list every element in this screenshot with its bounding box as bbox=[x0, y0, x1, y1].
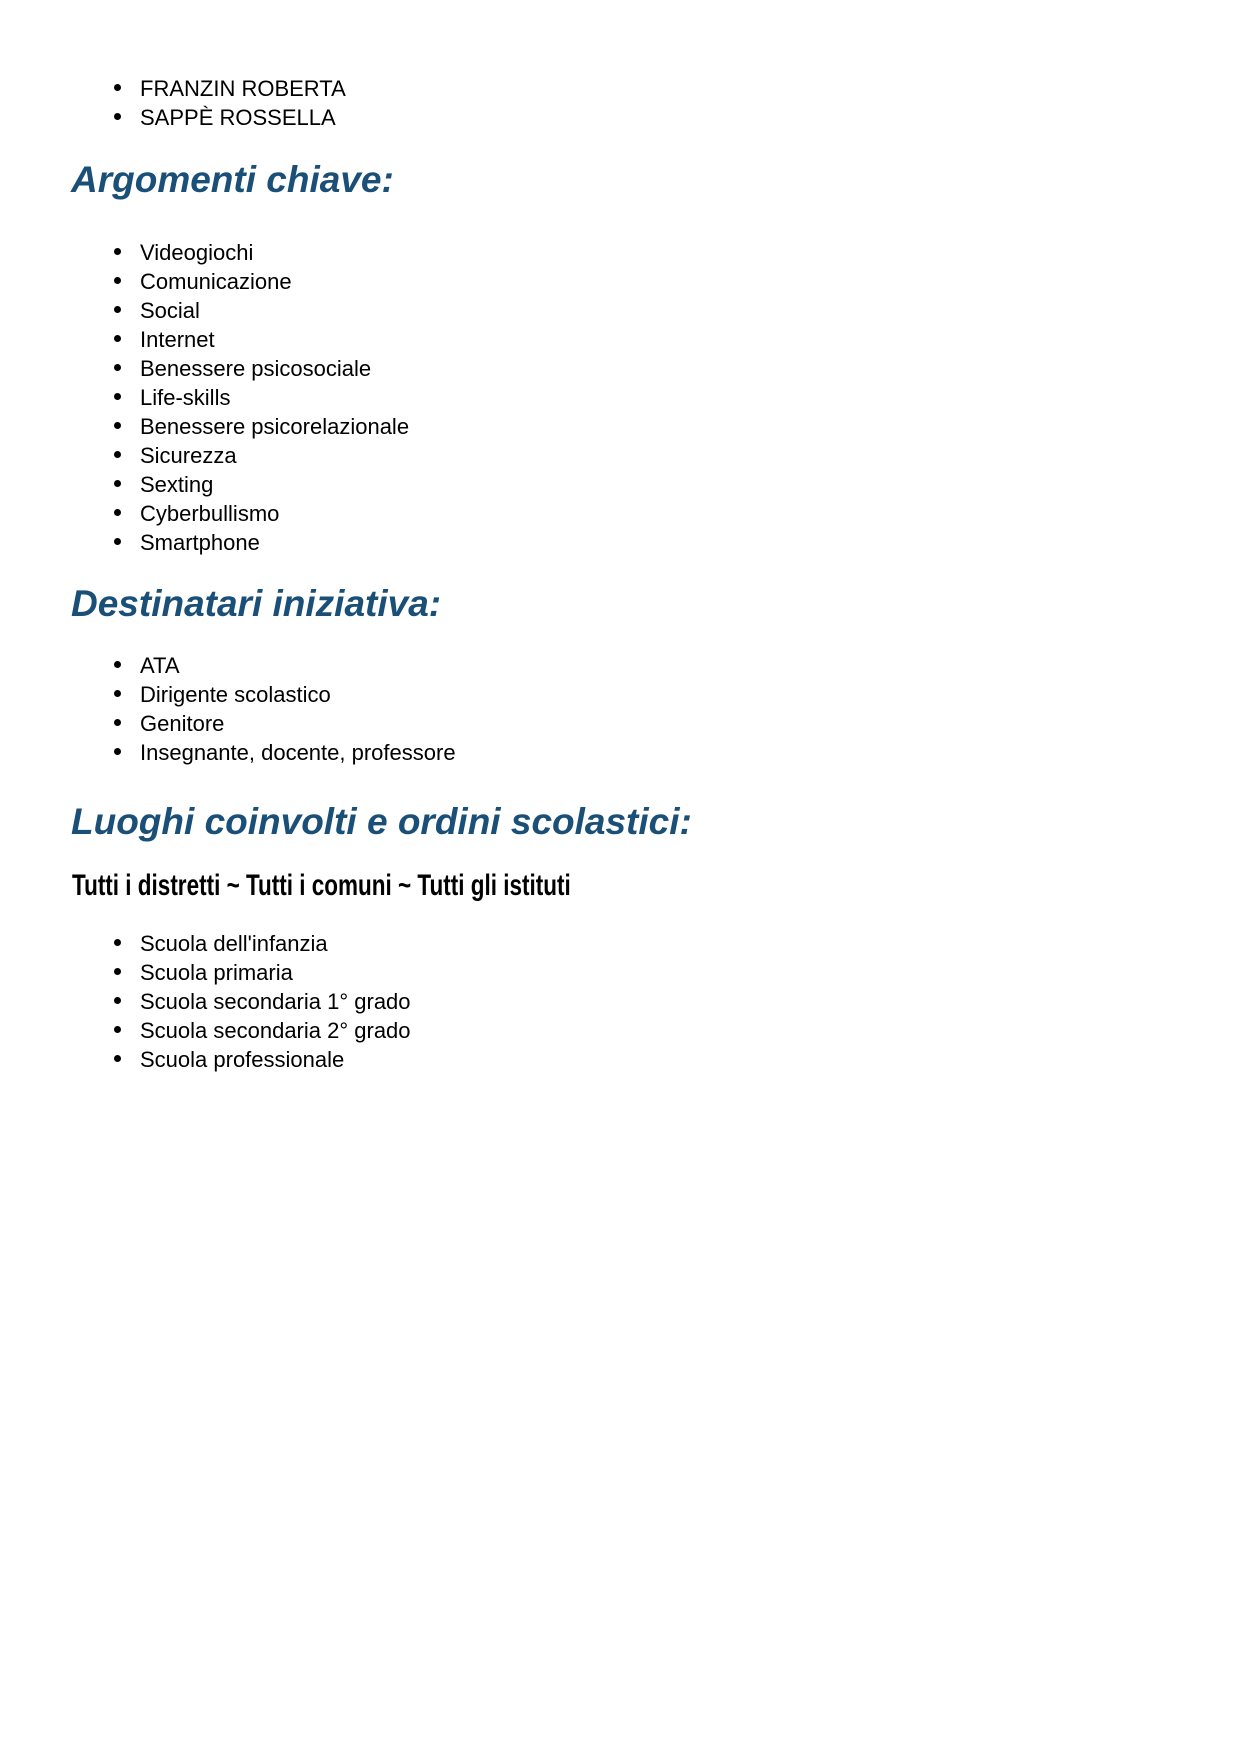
list-item bbox=[140, 1045, 1241, 1074]
list-item bbox=[140, 441, 1241, 470]
list-item-text: Benessere psicosociale bbox=[140, 356, 372, 381]
list-item-text: Videogiochi bbox=[140, 240, 254, 265]
list-item bbox=[140, 958, 1241, 987]
bullet-icon bbox=[114, 335, 121, 342]
bullet-icon bbox=[114, 422, 121, 429]
bullet-icon bbox=[114, 538, 121, 545]
authors-list bbox=[0, 74, 1241, 132]
list-item bbox=[140, 103, 1241, 132]
list-item-text: Scuola dell'infanzia bbox=[140, 931, 328, 956]
bullet-icon bbox=[114, 480, 121, 487]
locations-summary: Tutti i distretti ~ Tutti i comuni ~ Tutti gli istituti bbox=[72, 869, 571, 902]
section-heading-argomenti: Argomenti chiave: bbox=[71, 159, 394, 200]
list-item-text: Social bbox=[140, 298, 200, 323]
list-item bbox=[140, 238, 1241, 267]
bullet-icon bbox=[114, 939, 121, 946]
list-item bbox=[140, 528, 1241, 557]
list-item-text: Dirigente scolastico bbox=[140, 682, 331, 707]
list-item bbox=[140, 383, 1241, 412]
list-item-text: Scuola secondaria 1° grado bbox=[140, 989, 411, 1014]
list-item bbox=[140, 354, 1241, 383]
bullet-icon bbox=[114, 690, 121, 697]
bullet-icon bbox=[114, 968, 121, 975]
bullet-icon bbox=[114, 113, 121, 120]
list-item-text: Scuola primaria bbox=[140, 960, 293, 985]
list-item-text: SAPPÈ ROSSELLA bbox=[140, 105, 336, 130]
list-item bbox=[140, 738, 1241, 767]
list-item-text: Insegnante, docente, professore bbox=[140, 740, 456, 765]
bullet-icon bbox=[114, 748, 121, 755]
section-heading-destinatari: Destinatari iniziativa: bbox=[71, 583, 442, 624]
list-item bbox=[140, 651, 1241, 680]
list-item-text: Scuola secondaria 2° grado bbox=[140, 1018, 411, 1043]
bullet-icon bbox=[114, 719, 121, 726]
argomenti-list bbox=[0, 238, 1241, 557]
list-item-text: Comunicazione bbox=[140, 269, 292, 294]
bullet-icon bbox=[114, 393, 121, 400]
list-item bbox=[140, 412, 1241, 441]
bullet-icon bbox=[114, 84, 121, 91]
bullet-icon bbox=[114, 306, 121, 313]
list-item-text: Smartphone bbox=[140, 530, 260, 555]
list-item-text: Cyberbullismo bbox=[140, 501, 280, 526]
list-item-text: Sexting bbox=[140, 472, 214, 497]
bullet-icon bbox=[114, 997, 121, 1004]
list-item bbox=[140, 470, 1241, 499]
list-item-text: Scuola professionale bbox=[140, 1047, 345, 1072]
list-item bbox=[140, 296, 1241, 325]
bullet-icon bbox=[114, 248, 121, 255]
list-item bbox=[140, 929, 1241, 958]
scuole-list bbox=[0, 929, 1241, 1074]
list-item bbox=[140, 987, 1241, 1016]
bullet-icon bbox=[114, 277, 121, 284]
list-item-text: Life-skills bbox=[140, 385, 231, 410]
list-item-text: FRANZIN ROBERTA bbox=[140, 76, 346, 101]
bullet-icon bbox=[114, 451, 121, 458]
destinatari-list bbox=[0, 651, 1241, 767]
bullet-icon bbox=[114, 1055, 121, 1062]
list-item-text: Sicurezza bbox=[140, 443, 237, 468]
bullet-icon bbox=[114, 1026, 121, 1033]
list-item bbox=[140, 709, 1241, 738]
bullet-icon bbox=[114, 509, 121, 516]
bullet-icon bbox=[114, 364, 121, 371]
list-item bbox=[140, 499, 1241, 528]
list-item-text: Benessere psicorelazionale bbox=[140, 414, 410, 439]
list-item bbox=[140, 74, 1241, 103]
list-item bbox=[140, 267, 1241, 296]
list-item bbox=[140, 325, 1241, 354]
list-item-text: ATA bbox=[140, 653, 180, 678]
list-item-text: Genitore bbox=[140, 711, 225, 736]
section-heading-luoghi: Luoghi coinvolti e ordini scolastici: bbox=[71, 801, 692, 842]
list-item bbox=[140, 680, 1241, 709]
list-item bbox=[140, 1016, 1241, 1045]
bullet-icon bbox=[114, 661, 121, 668]
list-item-text: Internet bbox=[140, 327, 215, 352]
